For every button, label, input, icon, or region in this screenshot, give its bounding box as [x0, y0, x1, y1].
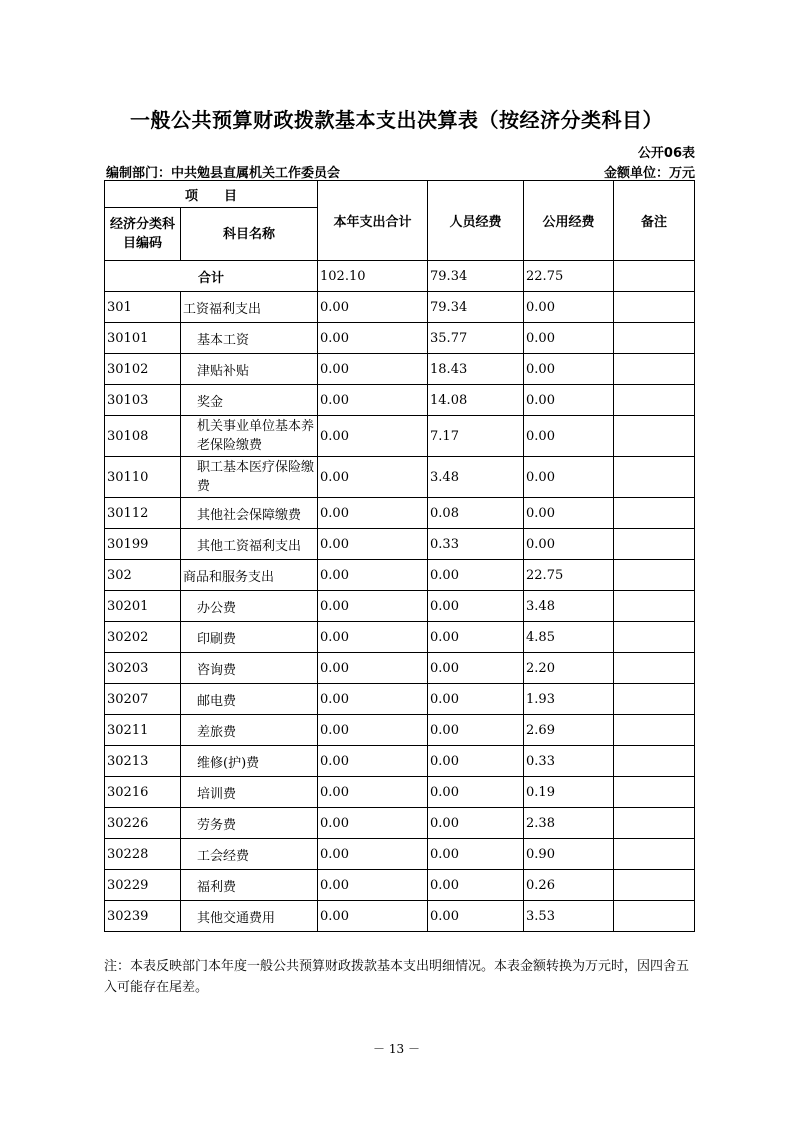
row-name: 劳务费	[181, 808, 318, 839]
row-total: 0.00	[318, 870, 428, 901]
table-row	[105, 560, 695, 591]
row-name: 职工基本医疗保险缴费	[181, 457, 318, 498]
row-code: 30103	[105, 385, 181, 416]
table-row	[105, 385, 695, 416]
table-row	[105, 498, 695, 529]
row-remark	[614, 457, 695, 498]
table-row	[105, 292, 695, 323]
table-row	[105, 416, 695, 457]
table-row	[105, 777, 695, 808]
department-label: 编制部门：中共勉县直属机关工作委员会	[106, 166, 341, 181]
row-public: 0.33	[524, 746, 614, 777]
header-item: 项 目	[105, 181, 318, 208]
row-name: 其他工资福利支出	[181, 529, 318, 560]
table-row	[105, 622, 695, 653]
table-row	[105, 839, 695, 870]
row-name: 差旅费	[181, 715, 318, 746]
row-public: 0.00	[524, 416, 614, 457]
row-code: 30213	[105, 746, 181, 777]
total-row	[105, 261, 695, 292]
row-personnel: 0.00	[428, 777, 524, 808]
row-total: 0.00	[318, 622, 428, 653]
row-total: 0.00	[318, 498, 428, 529]
row-name: 邮电费	[181, 684, 318, 715]
row-total: 0.00	[318, 684, 428, 715]
row-remark	[614, 385, 695, 416]
header-econ-code: 经济分类科目编码	[105, 208, 181, 261]
table-row	[105, 529, 695, 560]
total-public: 22.75	[524, 261, 614, 292]
row-remark	[614, 808, 695, 839]
row-total: 0.00	[318, 385, 428, 416]
row-code: 30101	[105, 323, 181, 354]
row-personnel: 0.00	[428, 901, 524, 932]
row-name: 工资福利支出	[181, 292, 318, 323]
row-code: 30108	[105, 416, 181, 457]
total-personnel: 79.34	[428, 261, 524, 292]
row-personnel: 0.00	[428, 746, 524, 777]
row-personnel: 0.00	[428, 715, 524, 746]
page-number: － 13 －	[373, 1042, 420, 1056]
table-row	[105, 808, 695, 839]
row-code: 30201	[105, 591, 181, 622]
row-public: 4.85	[524, 622, 614, 653]
row-total: 0.00	[318, 416, 428, 457]
row-public: 0.00	[524, 457, 614, 498]
row-personnel: 0.33	[428, 529, 524, 560]
header-remark: 备注	[614, 181, 695, 261]
row-code: 30229	[105, 870, 181, 901]
row-remark	[614, 870, 695, 901]
row-name: 工会经费	[181, 839, 318, 870]
row-name: 咨询费	[181, 653, 318, 684]
row-total: 0.00	[318, 653, 428, 684]
row-personnel: 35.77	[428, 323, 524, 354]
row-remark	[614, 653, 695, 684]
table-row	[105, 684, 695, 715]
row-public: 3.48	[524, 591, 614, 622]
row-public: 3.53	[524, 901, 614, 932]
table-row	[105, 457, 695, 498]
row-remark	[614, 777, 695, 808]
row-code: 30228	[105, 839, 181, 870]
row-public: 1.93	[524, 684, 614, 715]
row-remark	[614, 416, 695, 457]
row-name: 津贴补贴	[181, 354, 318, 385]
row-public: 0.90	[524, 839, 614, 870]
row-code: 30102	[105, 354, 181, 385]
row-public: 0.26	[524, 870, 614, 901]
row-name: 其他社会保障缴费	[181, 498, 318, 529]
row-total: 0.00	[318, 354, 428, 385]
row-remark	[614, 901, 695, 932]
expenditure-table	[104, 180, 695, 932]
row-public: 2.69	[524, 715, 614, 746]
row-remark	[614, 622, 695, 653]
row-total: 0.00	[318, 777, 428, 808]
row-remark	[614, 529, 695, 560]
row-code: 30203	[105, 653, 181, 684]
row-personnel: 0.00	[428, 684, 524, 715]
row-remark	[614, 715, 695, 746]
total-label: 合计	[105, 261, 318, 292]
table-row	[105, 354, 695, 385]
row-total: 0.00	[318, 560, 428, 591]
row-personnel: 0.08	[428, 498, 524, 529]
row-name: 培训费	[181, 777, 318, 808]
header-subject-name: 科目名称	[181, 208, 318, 261]
row-personnel: 0.00	[428, 622, 524, 653]
total-remark	[614, 261, 695, 292]
row-public: 0.00	[524, 323, 614, 354]
row-personnel: 0.00	[428, 591, 524, 622]
header-personnel: 人员经费	[428, 181, 524, 261]
row-total: 0.00	[318, 591, 428, 622]
row-personnel: 0.00	[428, 839, 524, 870]
header-total: 本年支出合计	[318, 181, 428, 261]
row-remark	[614, 292, 695, 323]
row-code: 302	[105, 560, 181, 591]
row-public: 0.00	[524, 529, 614, 560]
row-code: 30202	[105, 622, 181, 653]
table-row	[105, 591, 695, 622]
row-name: 办公费	[181, 591, 318, 622]
row-total: 0.00	[318, 901, 428, 932]
row-personnel: 0.00	[428, 560, 524, 591]
row-code: 30226	[105, 808, 181, 839]
table-row	[105, 323, 695, 354]
row-remark	[614, 354, 695, 385]
row-name: 福利费	[181, 870, 318, 901]
row-name: 基本工资	[181, 323, 318, 354]
row-personnel: 7.17	[428, 416, 524, 457]
row-total: 0.00	[318, 715, 428, 746]
row-name: 机关事业单位基本养老保险缴费	[181, 416, 318, 457]
row-public: 0.00	[524, 354, 614, 385]
row-name: 维修(护)费	[181, 746, 318, 777]
page-title: 一般公共预算财政拨款基本支出决算表（按经济分类科目）	[130, 108, 663, 132]
table-row	[105, 870, 695, 901]
row-code: 30199	[105, 529, 181, 560]
row-total: 0.00	[318, 292, 428, 323]
row-remark	[614, 839, 695, 870]
row-public: 22.75	[524, 560, 614, 591]
row-code: 30110	[105, 457, 181, 498]
row-personnel: 14.08	[428, 385, 524, 416]
row-remark	[614, 591, 695, 622]
row-remark	[614, 560, 695, 591]
row-code: 30207	[105, 684, 181, 715]
row-public: 2.20	[524, 653, 614, 684]
form-code: 公开06表	[637, 146, 695, 161]
header-public: 公用经费	[524, 181, 614, 261]
row-public: 0.00	[524, 498, 614, 529]
row-code: 301	[105, 292, 181, 323]
row-total: 0.00	[318, 746, 428, 777]
row-personnel: 3.48	[428, 457, 524, 498]
row-public: 2.38	[524, 808, 614, 839]
row-personnel: 79.34	[428, 292, 524, 323]
row-code: 30211	[105, 715, 181, 746]
row-remark	[614, 498, 695, 529]
row-total: 0.00	[318, 839, 428, 870]
row-name: 其他交通费用	[181, 901, 318, 932]
row-remark	[614, 684, 695, 715]
row-total: 0.00	[318, 808, 428, 839]
table-row	[105, 653, 695, 684]
row-personnel: 0.00	[428, 870, 524, 901]
row-remark	[614, 746, 695, 777]
amount-unit-label: 金额单位：万元	[603, 166, 695, 181]
row-code: 30216	[105, 777, 181, 808]
row-total: 0.00	[318, 457, 428, 498]
row-total: 0.00	[318, 529, 428, 560]
row-name: 印刷费	[181, 622, 318, 653]
row-name: 奖金	[181, 385, 318, 416]
table-row	[105, 901, 695, 932]
row-personnel: 18.43	[428, 354, 524, 385]
row-public: 0.00	[524, 385, 614, 416]
row-public: 0.00	[524, 292, 614, 323]
row-total: 0.00	[318, 323, 428, 354]
row-code: 30239	[105, 901, 181, 932]
row-name: 商品和服务支出	[181, 560, 318, 591]
row-remark	[614, 323, 695, 354]
total-total: 102.10	[318, 261, 428, 292]
table-note: 注：本表反映部门本年度一般公共预算财政拨款基本支出明细情况。本表金额转换为万元时，因四舍五入可能存在尾差。	[104, 959, 690, 995]
row-code: 30112	[105, 498, 181, 529]
row-personnel: 0.00	[428, 808, 524, 839]
row-public: 0.19	[524, 777, 614, 808]
table-row	[105, 715, 695, 746]
row-personnel: 0.00	[428, 653, 524, 684]
table-row	[105, 746, 695, 777]
